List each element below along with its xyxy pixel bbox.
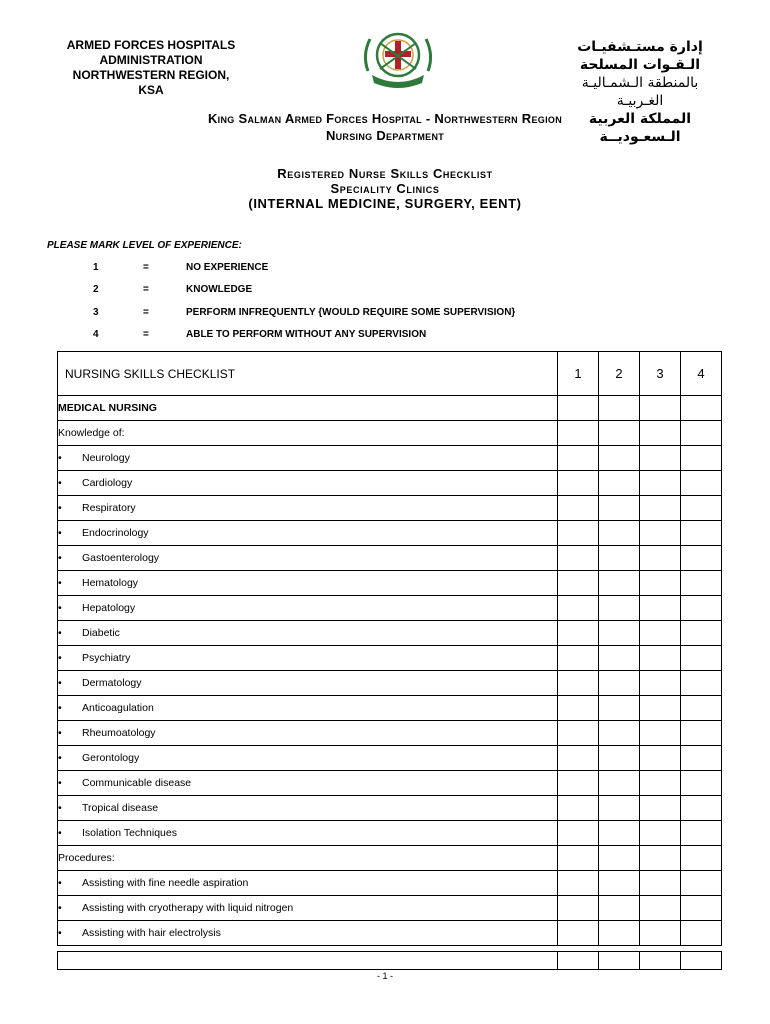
title-line-2: Speciality Clinics xyxy=(330,181,440,196)
continuation-row-table xyxy=(57,951,722,970)
checklist-item-row xyxy=(58,871,722,896)
bullet-icon: • xyxy=(58,877,62,889)
checklist-item xyxy=(58,621,558,646)
level-checkbox-cell[interactable] xyxy=(558,721,599,746)
legend-text: KNOWLEDGE xyxy=(186,284,253,296)
level-checkbox-cell[interactable] xyxy=(681,446,722,471)
level-checkbox-cell[interactable] xyxy=(558,571,599,596)
checklist-item xyxy=(58,796,558,821)
legend-equals: = xyxy=(143,262,149,273)
level-checkbox-cell[interactable] xyxy=(599,821,640,846)
level-checkbox-cell[interactable] xyxy=(681,871,722,896)
level-checkbox-cell[interactable] xyxy=(681,721,722,746)
checklist-item-row xyxy=(58,896,722,921)
checklist-item xyxy=(58,871,558,896)
level-checkbox-cell[interactable] xyxy=(681,621,722,646)
level-checkbox-cell[interactable] xyxy=(681,671,722,696)
level-checkbox-cell[interactable] xyxy=(599,396,640,421)
checklist-item-label: Neurology xyxy=(82,452,130,464)
checklist-item xyxy=(58,646,558,671)
level-checkbox-cell[interactable] xyxy=(599,421,640,446)
header-right-line: إدارة مستـشفيـات xyxy=(577,39,703,55)
legend-text: ABLE TO PERFORM WITHOUT ANY SUPERVISION xyxy=(186,328,427,340)
checklist-item-row xyxy=(58,696,722,721)
level-checkbox-cell[interactable] xyxy=(640,721,681,746)
checklist-item-row xyxy=(58,596,722,621)
level-checkbox-cell[interactable] xyxy=(558,671,599,696)
legend-number: 2 xyxy=(93,284,99,296)
level-checkbox-cell[interactable] xyxy=(599,646,640,671)
level-checkbox-cell[interactable] xyxy=(599,952,640,970)
bullet-icon: • xyxy=(58,602,62,614)
subsection-heading: Knowledge of: xyxy=(58,421,558,446)
checklist-item-label: Hepatology xyxy=(82,602,136,614)
level-checkbox-cell[interactable] xyxy=(558,421,599,446)
level-checkbox-cell[interactable] xyxy=(558,896,599,921)
bullet-icon: • xyxy=(58,502,62,514)
legend-text: PERFORM INFREQUENTLY {WOULD REQUIRE SOME SUPERVISION} xyxy=(186,306,516,318)
bullet-icon: • xyxy=(58,452,62,464)
checklist-item-label: Diabetic xyxy=(82,627,120,639)
level-checkbox-cell[interactable] xyxy=(681,921,722,946)
level-checkbox-cell[interactable] xyxy=(558,821,599,846)
skills-checklist-table xyxy=(57,351,722,946)
bullet-icon: • xyxy=(58,477,62,489)
level-checkbox-cell[interactable] xyxy=(681,421,722,446)
level-checkbox-cell[interactable] xyxy=(681,796,722,821)
level-checkbox-cell[interactable] xyxy=(681,952,722,970)
instructions: PLEASE MARK LEVEL OF EXPERIENCE: xyxy=(47,240,242,251)
checklist-item-label: Psychiatry xyxy=(82,652,131,664)
checklist-item-row xyxy=(58,471,722,496)
level-checkbox-cell[interactable] xyxy=(681,846,722,871)
title-line-1: Registered Nurse Skills Checklist xyxy=(277,166,493,181)
bullet-icon: • xyxy=(58,552,62,564)
armed-forces-emblem-icon xyxy=(358,27,438,93)
checklist-item xyxy=(58,446,558,471)
level-checkbox-cell[interactable] xyxy=(599,596,640,621)
level-checkbox-cell[interactable] xyxy=(640,952,681,970)
level-checkbox-cell[interactable] xyxy=(640,871,681,896)
level-checkbox-cell[interactable] xyxy=(640,921,681,946)
level-checkbox-cell[interactable] xyxy=(640,396,681,421)
header-right-line: المملكة العربية xyxy=(588,111,692,127)
level-checkbox-cell[interactable] xyxy=(681,646,722,671)
level-checkbox-cell[interactable] xyxy=(681,896,722,921)
header-left-line: ARMED FORCES HOSPITALS xyxy=(66,38,236,52)
bullet-icon: • xyxy=(58,752,62,764)
level-checkbox-cell[interactable] xyxy=(599,521,640,546)
header-left-line: KSA xyxy=(138,83,164,97)
level-checkbox-cell[interactable] xyxy=(599,471,640,496)
level-checkbox-cell[interactable] xyxy=(558,696,599,721)
level-checkbox-cell[interactable] xyxy=(599,496,640,521)
level-checkbox-cell[interactable] xyxy=(640,696,681,721)
level-checkbox-cell[interactable] xyxy=(681,396,722,421)
checklist-item xyxy=(58,696,558,721)
header-left-line: NORTHWESTERN REGION, xyxy=(72,68,230,82)
legend-text: NO EXPERIENCE xyxy=(186,262,269,273)
bullet-icon: • xyxy=(58,627,62,639)
level-checkbox-cell[interactable] xyxy=(558,496,599,521)
level-checkbox-cell[interactable] xyxy=(599,921,640,946)
checklist-item-row xyxy=(58,621,722,646)
level-checkbox-cell[interactable] xyxy=(640,896,681,921)
level-column-header: 1 xyxy=(558,352,599,396)
level-checkbox-cell[interactable] xyxy=(558,446,599,471)
checklist-item xyxy=(58,596,558,621)
checklist-item-label: Rheumoatology xyxy=(82,727,156,739)
level-checkbox-cell[interactable] xyxy=(640,671,681,696)
bullet-icon: • xyxy=(58,777,62,789)
legend-equals: = xyxy=(143,284,149,296)
bullet-icon: • xyxy=(58,902,62,914)
level-checkbox-cell[interactable] xyxy=(681,496,722,521)
checklist-item-label: Gastoenterology xyxy=(82,552,160,564)
checklist-item-label: Hematology xyxy=(82,577,139,589)
level-checkbox-cell[interactable] xyxy=(640,646,681,671)
header-right-line: الغـربيـة xyxy=(616,93,664,109)
bullet-icon: • xyxy=(58,827,62,839)
level-checkbox-cell[interactable] xyxy=(640,771,681,796)
checklist-subsection-row xyxy=(58,421,722,446)
hospital-name: King Salman Armed Forces Hospital - Northwestern Region xyxy=(207,111,562,126)
department-name: Nursing Department xyxy=(325,128,445,143)
level-checkbox-cell[interactable] xyxy=(681,746,722,771)
level-checkbox-cell[interactable] xyxy=(558,621,599,646)
legend-row xyxy=(93,262,515,284)
checklist-item-row xyxy=(58,571,722,596)
checklist-item xyxy=(58,571,558,596)
level-checkbox-cell[interactable] xyxy=(640,821,681,846)
checklist-section-row xyxy=(58,396,722,421)
level-checkbox-cell[interactable] xyxy=(558,796,599,821)
level-checkbox-cell[interactable] xyxy=(558,396,599,421)
checklist-item-row xyxy=(58,446,722,471)
checklist-item-row xyxy=(58,771,722,796)
checklist-item-row xyxy=(58,921,722,946)
level-checkbox-cell[interactable] xyxy=(558,746,599,771)
hospital-heading xyxy=(0,110,770,144)
level-checkbox-cell[interactable] xyxy=(558,471,599,496)
level-checkbox-cell[interactable] xyxy=(599,796,640,821)
checklist-item-row xyxy=(58,521,722,546)
blank-cell[interactable] xyxy=(58,952,558,970)
level-checkbox-cell[interactable] xyxy=(558,546,599,571)
level-checkbox-cell[interactable] xyxy=(640,471,681,496)
level-checkbox-cell[interactable] xyxy=(640,846,681,871)
level-checkbox-cell[interactable] xyxy=(599,671,640,696)
bullet-icon: • xyxy=(58,677,62,689)
legend-number: 4 xyxy=(93,328,99,340)
header-left-line: ADMINISTRATION xyxy=(99,53,203,67)
checklist-item xyxy=(58,496,558,521)
level-checkbox-cell[interactable] xyxy=(599,746,640,771)
legend-number: 3 xyxy=(93,306,99,318)
level-checkbox-cell[interactable] xyxy=(599,871,640,896)
level-checkbox-cell[interactable] xyxy=(599,696,640,721)
level-checkbox-cell[interactable] xyxy=(640,746,681,771)
level-checkbox-cell[interactable] xyxy=(681,546,722,571)
checklist-item-label: Assisting with cryotherapy with liquid nitrogen xyxy=(82,902,294,914)
checklist-item-label: Dermatology xyxy=(82,677,142,689)
checklist-item-row xyxy=(58,671,722,696)
level-checkbox-cell[interactable] xyxy=(558,921,599,946)
level-checkbox-cell[interactable] xyxy=(558,771,599,796)
checklist-item-row xyxy=(58,646,722,671)
experience-legend xyxy=(93,262,515,351)
checklist-item xyxy=(58,671,558,696)
legend-equals: = xyxy=(143,328,149,340)
level-checkbox-cell[interactable] xyxy=(640,496,681,521)
legend-row xyxy=(93,284,515,306)
checklist-item xyxy=(58,521,558,546)
level-checkbox-cell[interactable] xyxy=(681,596,722,621)
legend-row xyxy=(93,307,515,329)
checklist-item xyxy=(58,771,558,796)
level-checkbox-cell[interactable] xyxy=(599,621,640,646)
checklist-item-label: Anticoagulation xyxy=(82,702,154,714)
page-number: - 1 - xyxy=(376,971,393,981)
level-checkbox-cell[interactable] xyxy=(681,821,722,846)
checklist-item-row xyxy=(58,796,722,821)
checklist-item-label: Assisting with fine needle aspiration xyxy=(82,877,249,889)
level-checkbox-cell[interactable] xyxy=(640,571,681,596)
header-right-line: بالمنطقة الـشمـاليـة xyxy=(581,75,699,91)
bullet-icon: • xyxy=(58,927,62,939)
level-checkbox-cell[interactable] xyxy=(599,846,640,871)
document-title xyxy=(0,166,770,211)
header-left-block xyxy=(40,38,262,98)
level-column-header: 3 xyxy=(640,352,681,396)
checklist-item xyxy=(58,546,558,571)
checklist-item-label: Gerontology xyxy=(82,752,140,764)
level-checkbox-cell[interactable] xyxy=(599,771,640,796)
level-checkbox-cell[interactable] xyxy=(558,846,599,871)
level-checkbox-cell[interactable] xyxy=(681,521,722,546)
level-checkbox-cell[interactable] xyxy=(640,621,681,646)
blank-row xyxy=(58,952,722,970)
level-checkbox-cell[interactable] xyxy=(640,596,681,621)
level-checkbox-cell[interactable] xyxy=(640,421,681,446)
level-checkbox-cell[interactable] xyxy=(599,721,640,746)
level-checkbox-cell[interactable] xyxy=(558,521,599,546)
checklist-item xyxy=(58,746,558,771)
level-column-header: 2 xyxy=(599,352,640,396)
level-checkbox-cell[interactable] xyxy=(640,446,681,471)
legend-row xyxy=(93,329,515,351)
bullet-icon: • xyxy=(58,727,62,739)
checklist-item-label: Tropical disease xyxy=(82,802,159,814)
checklist-item xyxy=(58,721,558,746)
bullet-icon: • xyxy=(58,527,62,539)
level-checkbox-cell[interactable] xyxy=(558,952,599,970)
bullet-icon: • xyxy=(58,702,62,714)
checklist-item-row xyxy=(58,496,722,521)
checklist-item-label: Respiratory xyxy=(82,502,136,514)
checklist-item-label: Endocrinology xyxy=(82,527,149,539)
level-checkbox-cell[interactable] xyxy=(640,521,681,546)
checklist-item xyxy=(58,471,558,496)
checklist-item-label: Isolation Techniques xyxy=(82,827,177,839)
checklist-header-title: NURSING SKILLS CHECKLIST xyxy=(58,352,558,396)
level-checkbox-cell[interactable] xyxy=(640,546,681,571)
level-checkbox-cell[interactable] xyxy=(558,646,599,671)
bullet-icon: • xyxy=(58,802,62,814)
checklist-item-row xyxy=(58,746,722,771)
checklist-header-row xyxy=(58,352,722,396)
header-right-line: الـقـوات المسلحة xyxy=(579,57,701,73)
checklist-item-row xyxy=(58,546,722,571)
level-checkbox-cell[interactable] xyxy=(558,596,599,621)
level-checkbox-cell[interactable] xyxy=(681,771,722,796)
checklist-item-row xyxy=(58,821,722,846)
section-heading: MEDICAL NURSING xyxy=(58,396,558,421)
bullet-icon: • xyxy=(58,652,62,664)
legend-number: 1 xyxy=(93,262,99,273)
checklist-item-label: Assisting with hair electrolysis xyxy=(82,927,221,939)
level-column-header: 4 xyxy=(681,352,722,396)
subsection-heading: Procedures: xyxy=(58,846,558,871)
level-checkbox-cell[interactable] xyxy=(681,571,722,596)
level-checkbox-cell[interactable] xyxy=(599,571,640,596)
level-checkbox-cell[interactable] xyxy=(599,446,640,471)
checklist-item xyxy=(58,821,558,846)
level-checkbox-cell[interactable] xyxy=(558,871,599,896)
title-line-3: (INTERNAL MEDICINE, SURGERY, EENT) xyxy=(248,196,522,211)
checklist-item xyxy=(58,921,558,946)
checklist-item xyxy=(58,896,558,921)
level-checkbox-cell[interactable] xyxy=(681,471,722,496)
legend-equals: = xyxy=(143,306,149,318)
checklist-item-label: Cardiology xyxy=(82,477,133,489)
checklist-subsection-row xyxy=(58,846,722,871)
bullet-icon: • xyxy=(58,577,62,589)
level-checkbox-cell[interactable] xyxy=(681,696,722,721)
level-checkbox-cell[interactable] xyxy=(640,796,681,821)
checklist-item-row xyxy=(58,721,722,746)
level-checkbox-cell[interactable] xyxy=(599,896,640,921)
level-checkbox-cell[interactable] xyxy=(599,546,640,571)
header-right-line: الـسعـوديــة xyxy=(599,129,681,145)
checklist-item-label: Communicable disease xyxy=(82,777,192,789)
